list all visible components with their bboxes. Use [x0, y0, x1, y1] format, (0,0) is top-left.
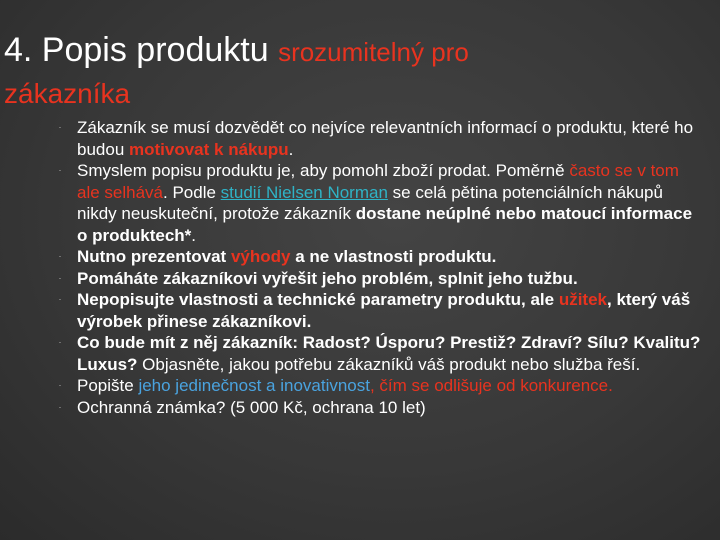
- title-main: 4. Popis produktu: [4, 31, 279, 69]
- bullet-text: výhody: [230, 247, 291, 266]
- bullet-icon: ·: [58, 294, 62, 304]
- bullet-text: Zákazník se musí dozvědět co nejvíce relevantních informací o produktu, které ho budou: [77, 118, 694, 159]
- bullet-icon: ·: [58, 337, 62, 347]
- bullet-icon: ·: [58, 380, 62, 390]
- bullet-text: Popište: [77, 376, 139, 395]
- bullet-list: [0, 117, 716, 418]
- bullet-text: , který váš výrobek přinese zákazníkovi.: [77, 290, 691, 331]
- bullet-text: se celá pětina potenciálních nákupů nikdy neuskuteční, protože zákazník: [77, 182, 663, 223]
- bullet-text: Co bude mít z něj zákazník: Radost? Úsporu? Prestiž? Zdraví? Sílu? Kvalitu? Luxus?: [77, 333, 701, 374]
- bullet-text: Smyslem popisu produktu je, aby pomohl zboží prodat. Poměrně: [77, 161, 570, 180]
- bullet-item: [0, 246, 716, 268]
- bullet-text: dostane neúplné nebo matoucí informace o produktech*: [77, 204, 693, 245]
- bullet-icon: ·: [58, 251, 62, 261]
- bullet-item: [0, 117, 716, 160]
- bullet-text: Nutno prezentovat: [77, 247, 231, 266]
- bullet-text: Nepopisujte vlastnosti a technické parametry produktu, ale: [77, 290, 559, 309]
- bullet-text: .: [191, 225, 197, 245]
- bullet-text: často se v tom ale selhává: [77, 161, 679, 202]
- bullet-text: jeho jedinečnost a inovativnost: [138, 376, 370, 395]
- bullet-text: a ne vlastnosti produktu.: [290, 247, 497, 266]
- bullet-text: Pomáháte zákazníkovi vyřešit jeho problém, splnit jeho tužbu.: [77, 268, 578, 288]
- bullet-item: [0, 268, 716, 290]
- bullet-item: [0, 289, 716, 332]
- bullet-item: [0, 375, 716, 397]
- bullet-text: Objasněte, jakou potřebu zákazníků váš produkt nebo služba řeší.: [137, 354, 641, 374]
- bullet-text: Ochranná známka? (5 000 Kč, ochrana 10 let): [77, 397, 426, 417]
- bullet-item: [0, 332, 716, 375]
- study-link[interactable]: studií Nielsen Norman: [220, 182, 388, 202]
- bullet-text: . Podle: [163, 182, 221, 202]
- title-sub: srozumitelný pro: [278, 37, 469, 67]
- bullet-icon: ·: [58, 122, 62, 132]
- bullet-icon: ·: [58, 272, 62, 283]
- bullet-icon: ·: [58, 401, 62, 412]
- bullet-text: motivovat k nákupu: [129, 139, 289, 159]
- bullet-text: užitek: [558, 290, 607, 309]
- bullet-text: .: [288, 139, 294, 159]
- bullet-item: [0, 160, 716, 246]
- title-line2: zákazníka: [4, 78, 131, 109]
- bullet-item: [0, 397, 716, 419]
- slide-title: [4, 26, 716, 112]
- bullet-icon: ·: [58, 165, 62, 175]
- bullet-text: , čím se odlišuje od konkurence.: [369, 376, 613, 395]
